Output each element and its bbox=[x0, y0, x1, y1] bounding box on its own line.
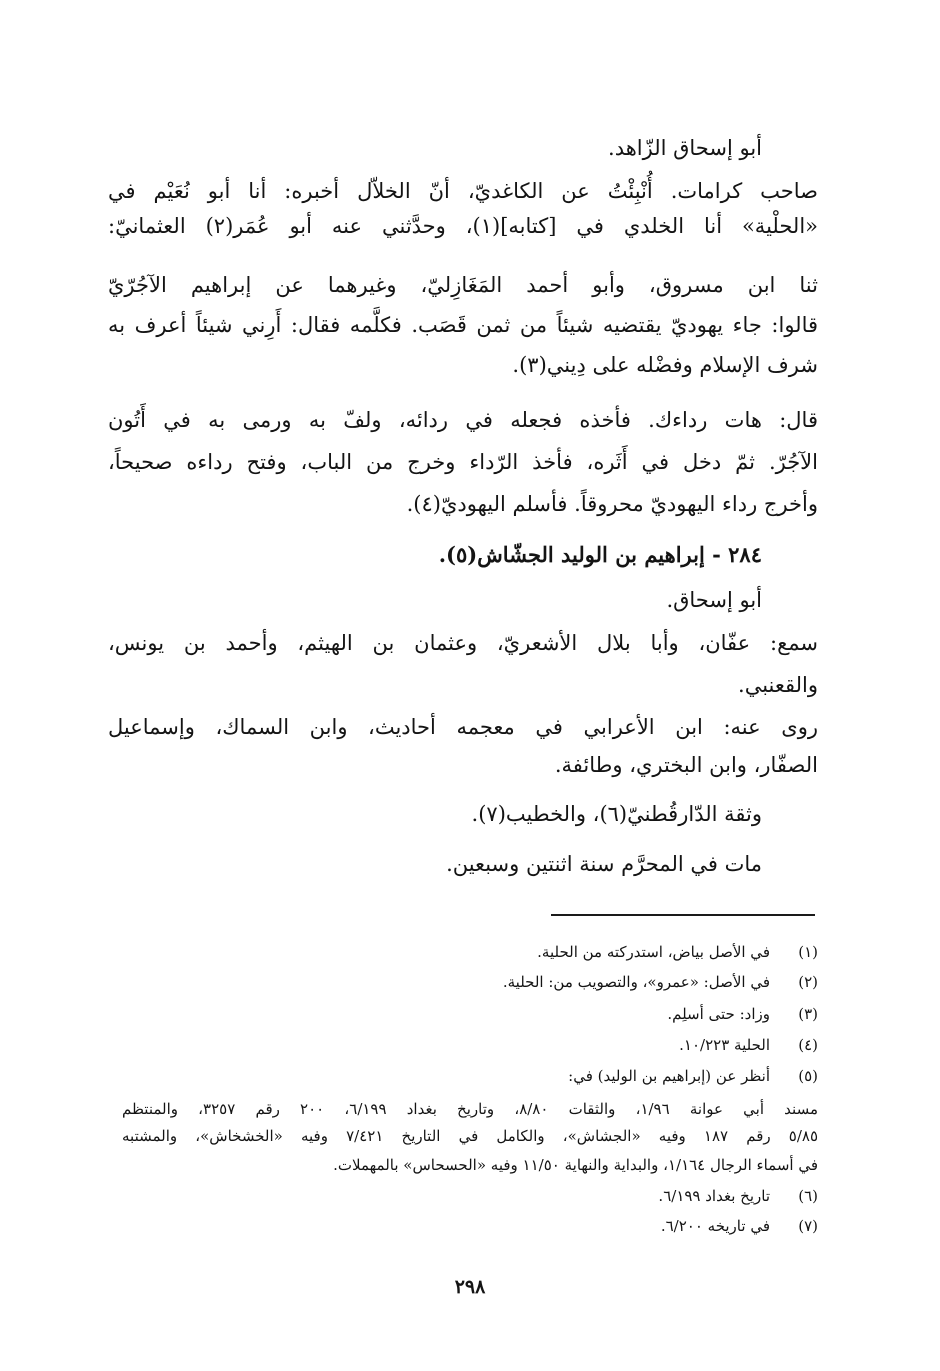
text-line: «الحلْية» أنا الخلدي في [كتابه](١)، وحدَّثني عنه أبو عُمَر(٢) العثمانيّ: bbox=[108, 214, 818, 238]
footnote-text: مسند أبي عوانة ١/٩٦، والثقات ٨/٨٠، وتاريخ بغداد ٦/١٩٩، ٢٠٠ رقم ٣٢٥٧، والمنتظم bbox=[122, 1100, 818, 1118]
footnote-text: أنظر عن (إبراهيم بن الوليد) في: bbox=[568, 1067, 770, 1085]
footnote-number: (٣) bbox=[798, 1005, 818, 1023]
footnote-number: (٧) bbox=[798, 1217, 818, 1235]
footnote-text: الحلية ١٠/٢٢٣. bbox=[679, 1036, 770, 1054]
footnote-number: (٥) bbox=[798, 1067, 818, 1085]
footnote-text: وزاد: حتى أسلِم. bbox=[667, 1005, 770, 1023]
text-line: وثقة الدّارقُطنيّ(٦)، والخطيب(٧). bbox=[471, 802, 762, 826]
text-line: الصفّار، وابن البختري، وطائفة. bbox=[554, 753, 818, 777]
footnote-text: في الأصل بياض، استدركته من الحلية. bbox=[537, 943, 770, 961]
text-line: أبو إسحاق. bbox=[666, 588, 762, 612]
page-number: ٢٩٨ bbox=[454, 1276, 486, 1298]
text-line: والقعنبي. bbox=[738, 673, 818, 697]
footnote-text: تاريخ بغداد ٦/١٩٩. bbox=[658, 1187, 770, 1205]
footnote-separator bbox=[551, 914, 815, 916]
footnote-text: في الأصل: «عمرو»، والتصويب من: الحلية. bbox=[502, 973, 770, 991]
footnote-number: (٢) bbox=[798, 973, 818, 991]
footnote-number: (١) bbox=[798, 943, 818, 961]
footnote-number: (٦) bbox=[798, 1187, 818, 1205]
footnote-text: ٥/٨٥ رقم ١٨٧ وفيه «الجشاش»، والكامل في التاريخ ٧/٤٢١ وفيه «الخشخاش»، والمشتبه bbox=[122, 1127, 819, 1145]
text-line: مات في المحرَّم سنة اثنتين وسبعين. bbox=[446, 852, 762, 876]
entry-heading: ٢٨٤ - إبراهيم بن الوليد الجشّاش(٥). bbox=[438, 542, 762, 567]
text-line: صاحب كرامات. أُنْبِئْتُ عن الكاغديّ، أنّ الخلاّل أخبره: أنا أبو نُعَيْم في bbox=[108, 179, 818, 203]
text-line: الآجُرّ. ثمّ دخل في أَثَره، فأخذ الرّداء وخرج من الباب، وفتح رداءه صحيحاً، bbox=[108, 450, 818, 474]
text-line: أبو إسحاق الزّاهد. bbox=[608, 136, 762, 160]
footnote-text: في أسماء الرجال ١/١٦٤، والبداية والنهاية ١١/٥٠ وفيه «الحسحاس» بالمهملات. bbox=[333, 1156, 818, 1174]
text-line: روى عنه: ابن الأعرابي في معجمه أحاديث، وابن السماك، وإسماعيل bbox=[108, 715, 818, 739]
text-line: ثنا ابن مسروق، وأبو أحمد المَغَازِليّ، وغيرهما عن إبراهيم الآجُرّيّ bbox=[108, 273, 818, 297]
text-line: وأخرج رداء اليهوديّ محروقاً. فأسلم اليهوديّ(٤). bbox=[406, 492, 818, 516]
text-line: قال: هات رداءك. فأخذه فجعله في ردائه، ولفّ به ورمى به في أَتُون bbox=[108, 408, 818, 432]
text-line: قالوا: جاء يهوديّ يقتضيه شيئاً من ثمن قَصَب. فكلَّمه فقال: أَرِني شيئاً أعرف به bbox=[108, 313, 818, 337]
text-line: سمع: عفّان، وأبا بلال الأشعريّ، وعثمان بن الهيثم، وأحمد بن يونس، bbox=[108, 631, 818, 655]
footnote-number: (٤) bbox=[798, 1036, 818, 1054]
text-line: شرف الإسلام وفضْله على دِيني(٣). bbox=[512, 353, 818, 377]
footnote-text: في تاريخه ٦/٢٠٠. bbox=[660, 1217, 770, 1235]
